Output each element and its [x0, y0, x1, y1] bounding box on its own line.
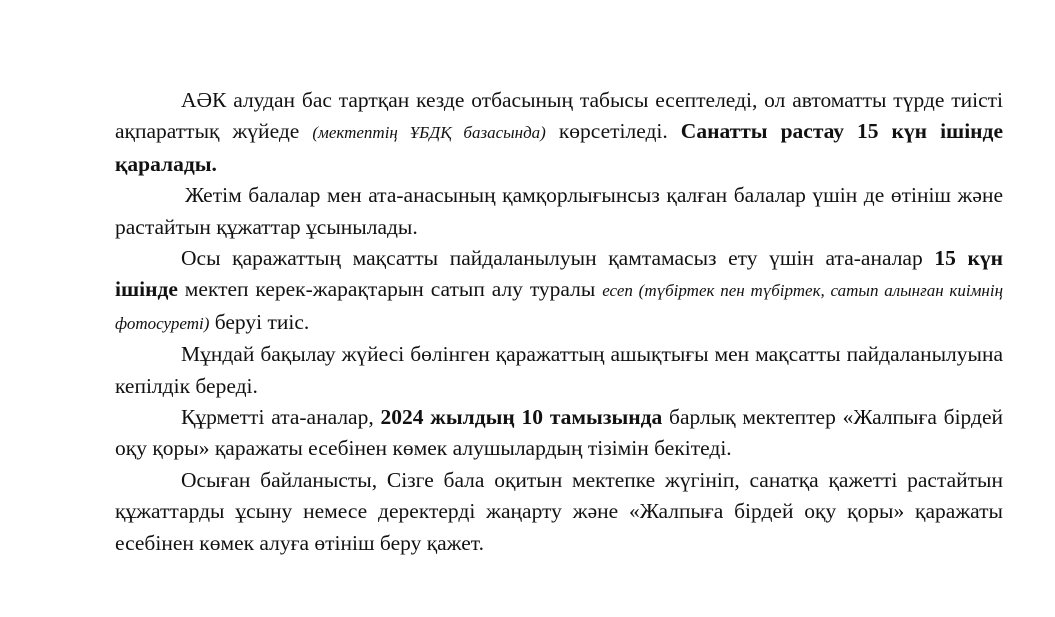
paragraph-4: [115, 339, 1003, 402]
text-segment-bold: Санатты растау 15 күн ішінде қаралады.: [115, 119, 1003, 176]
text-segment-italic: (мектептің ҰБДҚ базасында): [312, 123, 546, 143]
text-segment: АӘК алудан бас тартқан кезде отбасының табысы есептеледі, ол автоматты түрде тиісті ақпараттық жүйеде: [115, 88, 1003, 144]
text-segment: Осы қаражаттың мақсатты пайдаланылуын қамтамасыз ету үшін ата-аналар: [181, 246, 935, 271]
text-segment: Құрметті ата-аналар,: [181, 405, 381, 430]
text-segment-bold: 2024 жылдың 10 тамызында: [380, 405, 663, 430]
text-segment: Мұндай бақылау жүйесі бөлінген қаражаттың ашықтығы мен мақсатты пайдаланылуына кепілдік береді.: [115, 342, 1003, 398]
text-segment: мектеп керек-жарақтарын сатып алу туралы: [177, 277, 603, 302]
text-segment: көрсетіледі.: [545, 119, 681, 144]
text-segment: беруі тиіс.: [209, 309, 310, 334]
paragraph-1: [115, 85, 1003, 180]
text-segment-bold: 15 күн ішінде: [115, 246, 1003, 302]
text-segment: барлық мектептер «Жалпыға бірдей оқу қоры» қаражаты есебінен көмек алушылардың тізімін бекітеді.: [115, 405, 1004, 461]
text-segment: Осыған байланысты, Сізге бала оқитын мектепке жүгініп, санатқа қажетті растайтын құжаттарды ұсыну немесе деректерді жаңарту және «Жалпыға бірдей оқу қоры» қаражаты есебінен көмек алуға өтініш беру қажет.: [115, 467, 1003, 555]
text-segment: Жетім балалар мен ата-анасының қамқорлығынсыз қалған балалар үшін де өтініш және растайтын құжаттар ұсынылады.: [115, 183, 1003, 239]
paragraph-6: [115, 465, 1003, 559]
paragraph-3: [115, 243, 1003, 339]
paragraph-2: [115, 180, 1003, 243]
paragraph-5: [115, 402, 1003, 465]
text-segment-italic: есеп (түбіртек пен түбіртек, сатып алынған киімнің фотосуреті): [115, 281, 1004, 333]
document-body: [115, 85, 1003, 559]
